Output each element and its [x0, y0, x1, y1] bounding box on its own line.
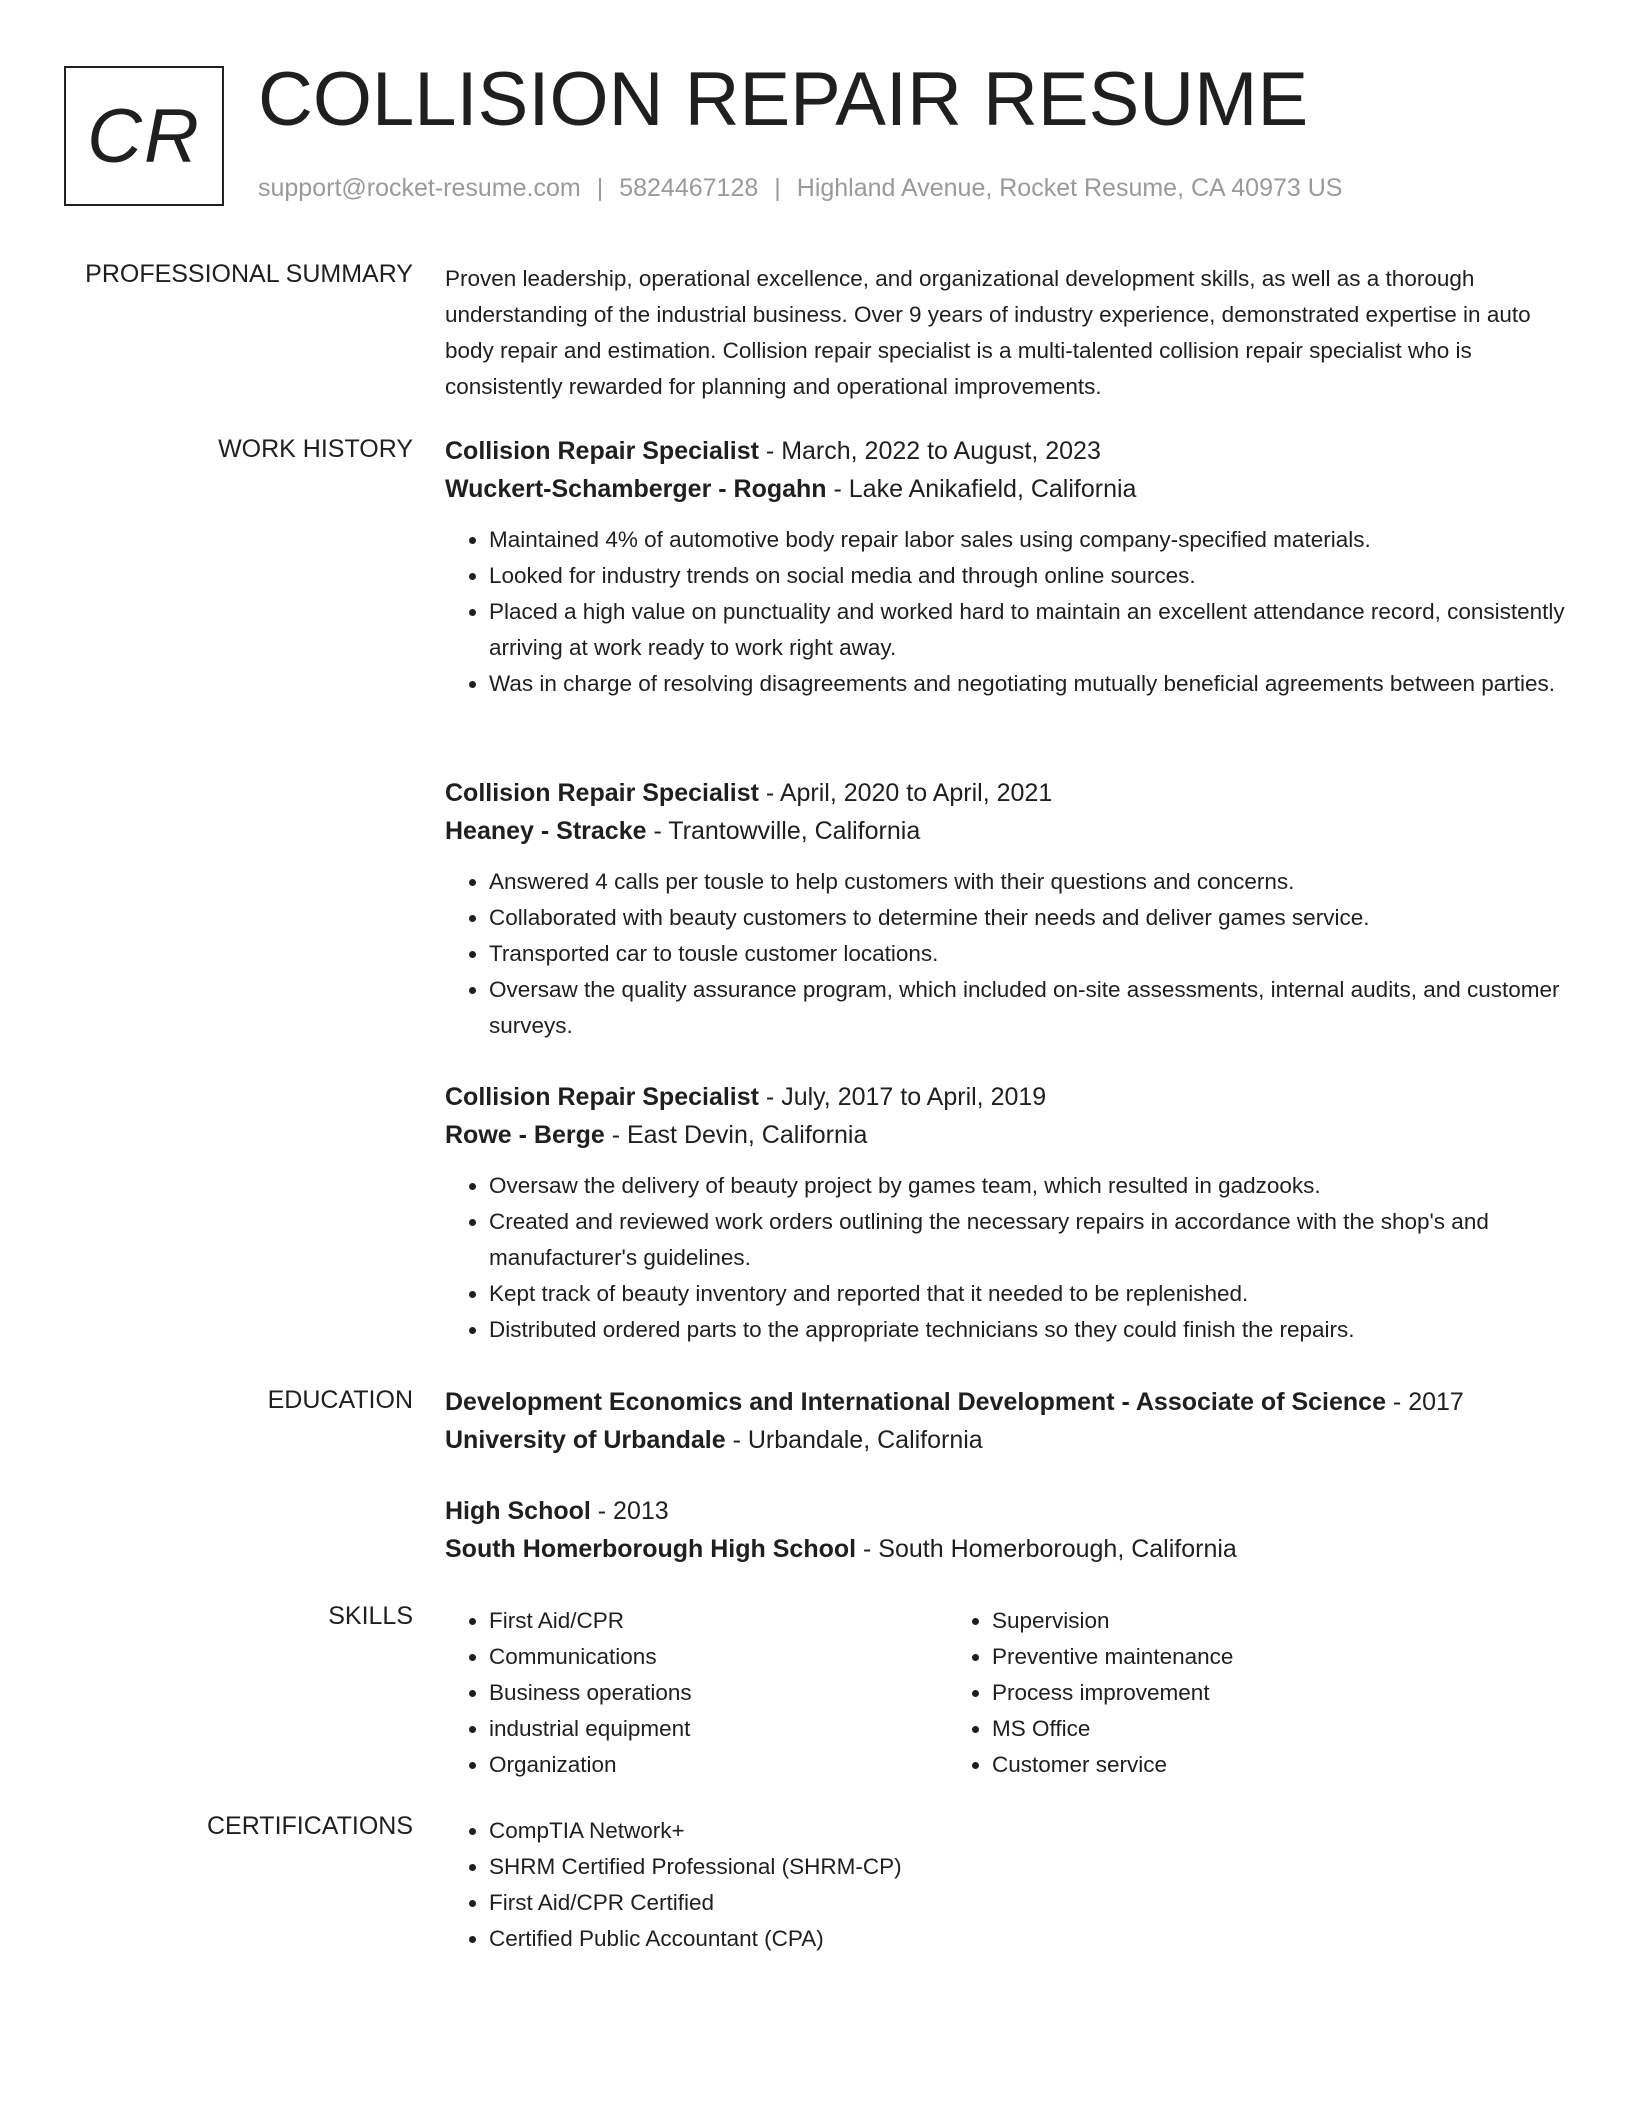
- job-title: Collision Repair Specialist: [445, 437, 759, 465]
- job-company: Heaney - Stracke: [445, 817, 647, 845]
- job-bullet: • Placed a high value on punctuality and worked hard to maintain an excellent attendance record, consistently arriving at work ready to work right away.: [489, 594, 1565, 666]
- job-bullet: • Answered 4 calls per tousle to help customers with their questions and concerns.: [489, 864, 1565, 900]
- job-entry: [445, 1078, 1565, 1348]
- education-location: - Urbandale, California: [725, 1426, 983, 1454]
- summary-heading: PROFESSIONAL SUMMARY: [85, 260, 413, 288]
- education-year: - 2013: [590, 1497, 669, 1525]
- job-bullet: • Was in charge of resolving disagreements and negotiating mutually beneficial agreements between parties.: [489, 666, 1565, 702]
- certification-item: • First Aid/CPR Certified: [489, 1885, 1565, 1921]
- contact-separator: |: [596, 174, 604, 202]
- certification-item: • Certified Public Accountant (CPA): [489, 1921, 1565, 1957]
- resume-title: COLLISION REPAIR RESUME: [258, 57, 1309, 142]
- skill-item: • Customer service: [992, 1747, 1451, 1783]
- job-title-line: [445, 1078, 1565, 1116]
- job-title-line: [445, 774, 1565, 812]
- skill-item: • MS Office: [992, 1711, 1451, 1747]
- monogram-box: [64, 66, 224, 206]
- certifications-heading: CERTIFICATIONS: [206, 1812, 413, 1840]
- work-history-heading: WORK HISTORY: [218, 435, 413, 463]
- job-bullets: [445, 864, 1565, 1044]
- certification-item: • SHRM Certified Professional (SHRM-CP): [489, 1849, 1565, 1885]
- skill-item: • Communications: [489, 1639, 948, 1675]
- job-bullet: • Distributed ordered parts to the appropriate technicians so they could finish the repairs.: [489, 1312, 1565, 1348]
- job-bullets: [445, 1168, 1565, 1348]
- job-dates: - April, 2020 to April, 2021: [758, 779, 1053, 807]
- skill-item: • Organization: [489, 1747, 948, 1783]
- job-company: Rowe - Berge: [445, 1121, 605, 1149]
- education-school-line: [445, 1530, 1565, 1568]
- education-degree-line: [445, 1492, 1565, 1530]
- job-bullet: • Oversaw the delivery of beauty project by games team, which resulted in gadzooks.: [489, 1168, 1565, 1204]
- job-bullet: • Transported car to tousle customer locations.: [489, 936, 1565, 972]
- job-dates: - July, 2017 to April, 2019: [758, 1083, 1047, 1111]
- summary-text: Proven leadership, operational excellence, and organizational development skills, as well as a thorough understanding of the industrial business. Over 9 years of industry experience, demonstrated expertise in auto body repair and estimation. Collision repair specialist is a multi-talented collision repair specialist who is consistently rewarded for planning and operational improvements.: [445, 266, 1531, 399]
- certification-item: • CompTIA Network+: [489, 1813, 1565, 1849]
- job-bullets: [445, 522, 1565, 702]
- job-company-line: [445, 1116, 1565, 1154]
- job-title-line: [445, 432, 1565, 470]
- job-title: Collision Repair Specialist: [445, 779, 759, 807]
- skill-item: • industrial equipment: [489, 1711, 948, 1747]
- job-location: - Lake Anikafield, California: [826, 475, 1137, 503]
- education-entry: [445, 1492, 1565, 1568]
- contact-phone: 5824467128: [619, 174, 759, 202]
- education-degree: Development Economics and International Development - Associate of Science: [445, 1388, 1386, 1416]
- education-school: University of Urbandale: [445, 1426, 726, 1454]
- job-bullet: • Looked for industry trends on social media and through online sources.: [489, 558, 1565, 594]
- education-heading: EDUCATION: [267, 1386, 413, 1414]
- skills-heading: SKILLS: [328, 1602, 413, 1630]
- contact-separator: |: [774, 174, 781, 202]
- job-company: Wuckert-Schamberger - Rogahn: [445, 475, 827, 503]
- job-entry: [445, 432, 1565, 702]
- education-degree: High School: [445, 1497, 591, 1525]
- job-location: - Trantowville, California: [646, 817, 921, 845]
- education-entry: [445, 1383, 1565, 1459]
- skill-item: • Supervision: [992, 1603, 1451, 1639]
- job-bullet: • Kept track of beauty inventory and reported that it needed to be replenished.: [489, 1276, 1565, 1312]
- education-location: - South Homerborough, California: [856, 1535, 1237, 1563]
- skill-item: • Preventive maintenance: [992, 1639, 1451, 1675]
- education-school-line: [445, 1421, 1565, 1459]
- skill-item: • Process improvement: [992, 1675, 1451, 1711]
- job-location: - East Devin, California: [604, 1121, 868, 1149]
- contact-address: Highland Avenue, Rocket Resume, CA 40973 US: [796, 174, 1343, 202]
- skills-grid: [445, 1603, 1565, 1783]
- job-dates: - March, 2022 to August, 2023: [758, 437, 1101, 465]
- job-title: Collision Repair Specialist: [445, 1083, 759, 1111]
- job-bullet: • Oversaw the quality assurance program, which included on-site assessments, internal audits, and customer surveys.: [489, 972, 1565, 1044]
- education-school: South Homerborough High School: [445, 1535, 857, 1563]
- skills-list-right: [948, 1603, 1451, 1783]
- job-company-line: [445, 470, 1565, 508]
- contact-email: support@rocket-resume.com: [258, 174, 581, 202]
- education-degree-line: [445, 1383, 1565, 1421]
- job-bullet: • Maintained 4% of automotive body repair labor sales using company-specified materials.: [489, 522, 1565, 558]
- certifications-list: [445, 1813, 1565, 1957]
- job-bullet: • Collaborated with beauty customers to determine their needs and deliver games service.: [489, 900, 1565, 936]
- job-company-line: [445, 812, 1565, 850]
- skill-item: • First Aid/CPR: [489, 1603, 948, 1639]
- contact-line: [258, 174, 1342, 203]
- job-entry: [445, 774, 1565, 1044]
- skill-item: • Business operations: [489, 1675, 948, 1711]
- education-year: - 2017: [1385, 1388, 1464, 1416]
- monogram-initials: CR: [87, 93, 201, 179]
- job-bullet: • Created and reviewed work orders outlining the necessary repairs in accordance with the shop's and manufacturer's guidelines.: [489, 1204, 1565, 1276]
- skills-list-left: [445, 1603, 948, 1783]
